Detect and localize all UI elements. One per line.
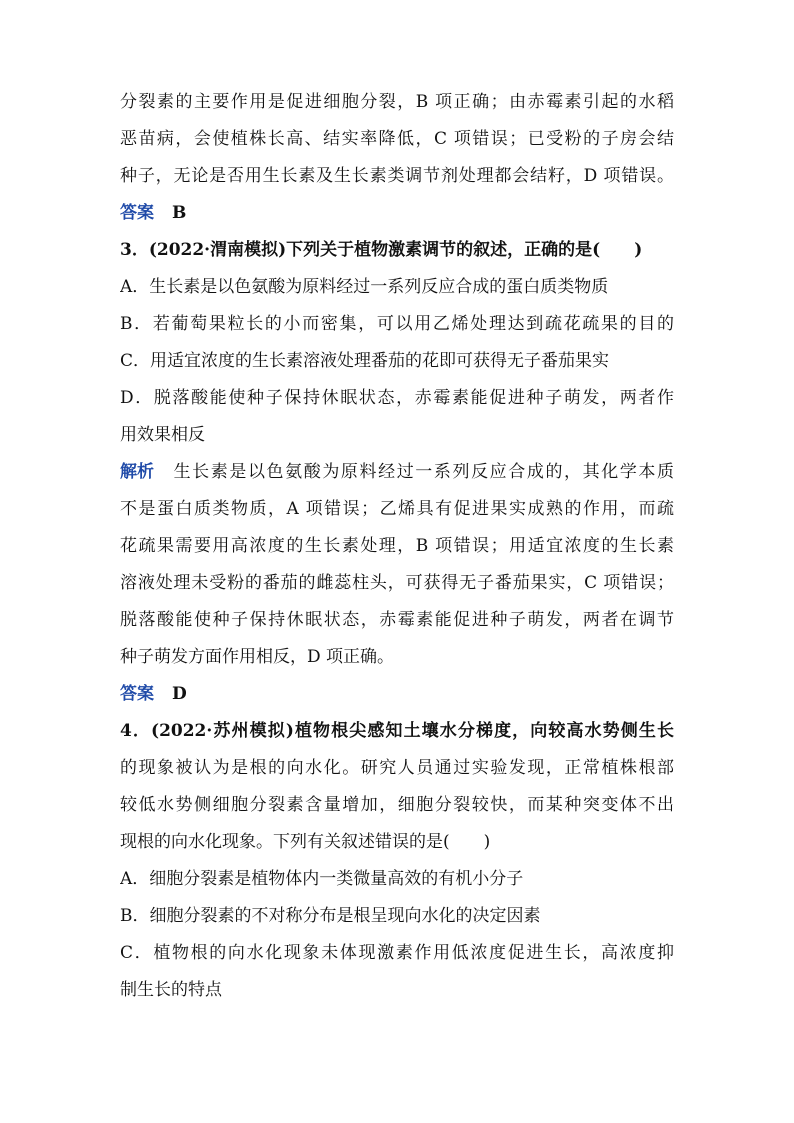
analysis-text-line: 溶液处理未受粉的番茄的雌蕊柱头，可获得无子番茄果实，C 项错误； — [120, 573, 674, 593]
answer-line — [120, 195, 674, 232]
analysis-text-line: 脱落酸能使种子保持休眠状态，赤霉素能促进种子萌发，两者在调节 — [120, 610, 674, 630]
text-line: 恶苗病，会使植株长高、结实率降低，C 项错误；已受粉的子房会结 — [120, 129, 674, 149]
option-line: D．脱落酸能使种子保持休眠状态，赤霉素能促进种子萌发，两者作 — [120, 388, 674, 408]
option-line-continuation: 制生长的特点 — [120, 980, 222, 1000]
option-line: C．植物根的向水化现象未体现激素作用低浓度促进生长，高浓度抑 — [120, 943, 674, 963]
analysis-label: 解析 — [120, 462, 154, 482]
question-stem: 现根的向水化现象。下列有关叙述错误的是( ) — [120, 832, 491, 852]
option-line-continuation: 用效果相反 — [120, 425, 205, 445]
option-line: A．细胞分裂素是植物体内一类微量高效的有机小分子 — [120, 869, 524, 889]
analysis-text-line: 种子萌发方面作用相反，D 项正确。 — [120, 647, 395, 667]
text-line: 分裂素的主要作用是促进细胞分裂，B 项正确；由赤霉素引起的水稻 — [120, 92, 674, 112]
answer-value: B — [172, 203, 187, 223]
answer-value: D — [172, 684, 187, 704]
analysis-text-line: 花疏果需要用高浓度的生长素处理，B 项错误；用适宜浓度的生长素 — [120, 536, 674, 556]
question-stem: 的现象被认为是根的向水化。研究人员通过实验发现，正常植株根部 — [120, 758, 674, 778]
analysis-text: 生长素是以色氨酸为原料经过一系列反应合成的，其化学本质 — [172, 462, 674, 482]
option-line: C．用适宜浓度的生长素溶液处理番茄的花即可获得无子番茄果实 — [120, 351, 610, 371]
question-stem: 较低水势侧细胞分裂素含量增加，细胞分裂较快，而某种突变体不出 — [120, 795, 674, 815]
text-line: 种子，无论是否用生长素及生长素类调节剂处理都会结籽，D 项错误。 — [120, 166, 674, 186]
option-line: B．细胞分裂素的不对称分布是根呈现向水化的决定因素 — [120, 906, 541, 926]
answer-label: 答案 — [120, 203, 154, 223]
question-stem: 3．(2022·渭南模拟)下列关于植物激素调节的叙述，正确的是( ) — [120, 240, 643, 260]
option-line: B．若葡萄果粒长的小而密集，可以用乙烯处理达到疏花疏果的目的 — [120, 314, 674, 334]
question-stem: 4．(2022·苏州模拟)植物根尖感知土壤水分梯度，向较高水势侧生长 — [120, 721, 674, 741]
analysis-text-line: 不是蛋白质类物质，A 项错误；乙烯具有促进果实成熟的作用，而疏 — [120, 499, 674, 519]
answer-label: 答案 — [120, 684, 154, 704]
analysis-line — [120, 454, 674, 491]
answer-line — [120, 676, 674, 713]
option-line: A．生长素是以色氨酸为原料经过一系列反应合成的蛋白质类物质 — [120, 277, 609, 297]
